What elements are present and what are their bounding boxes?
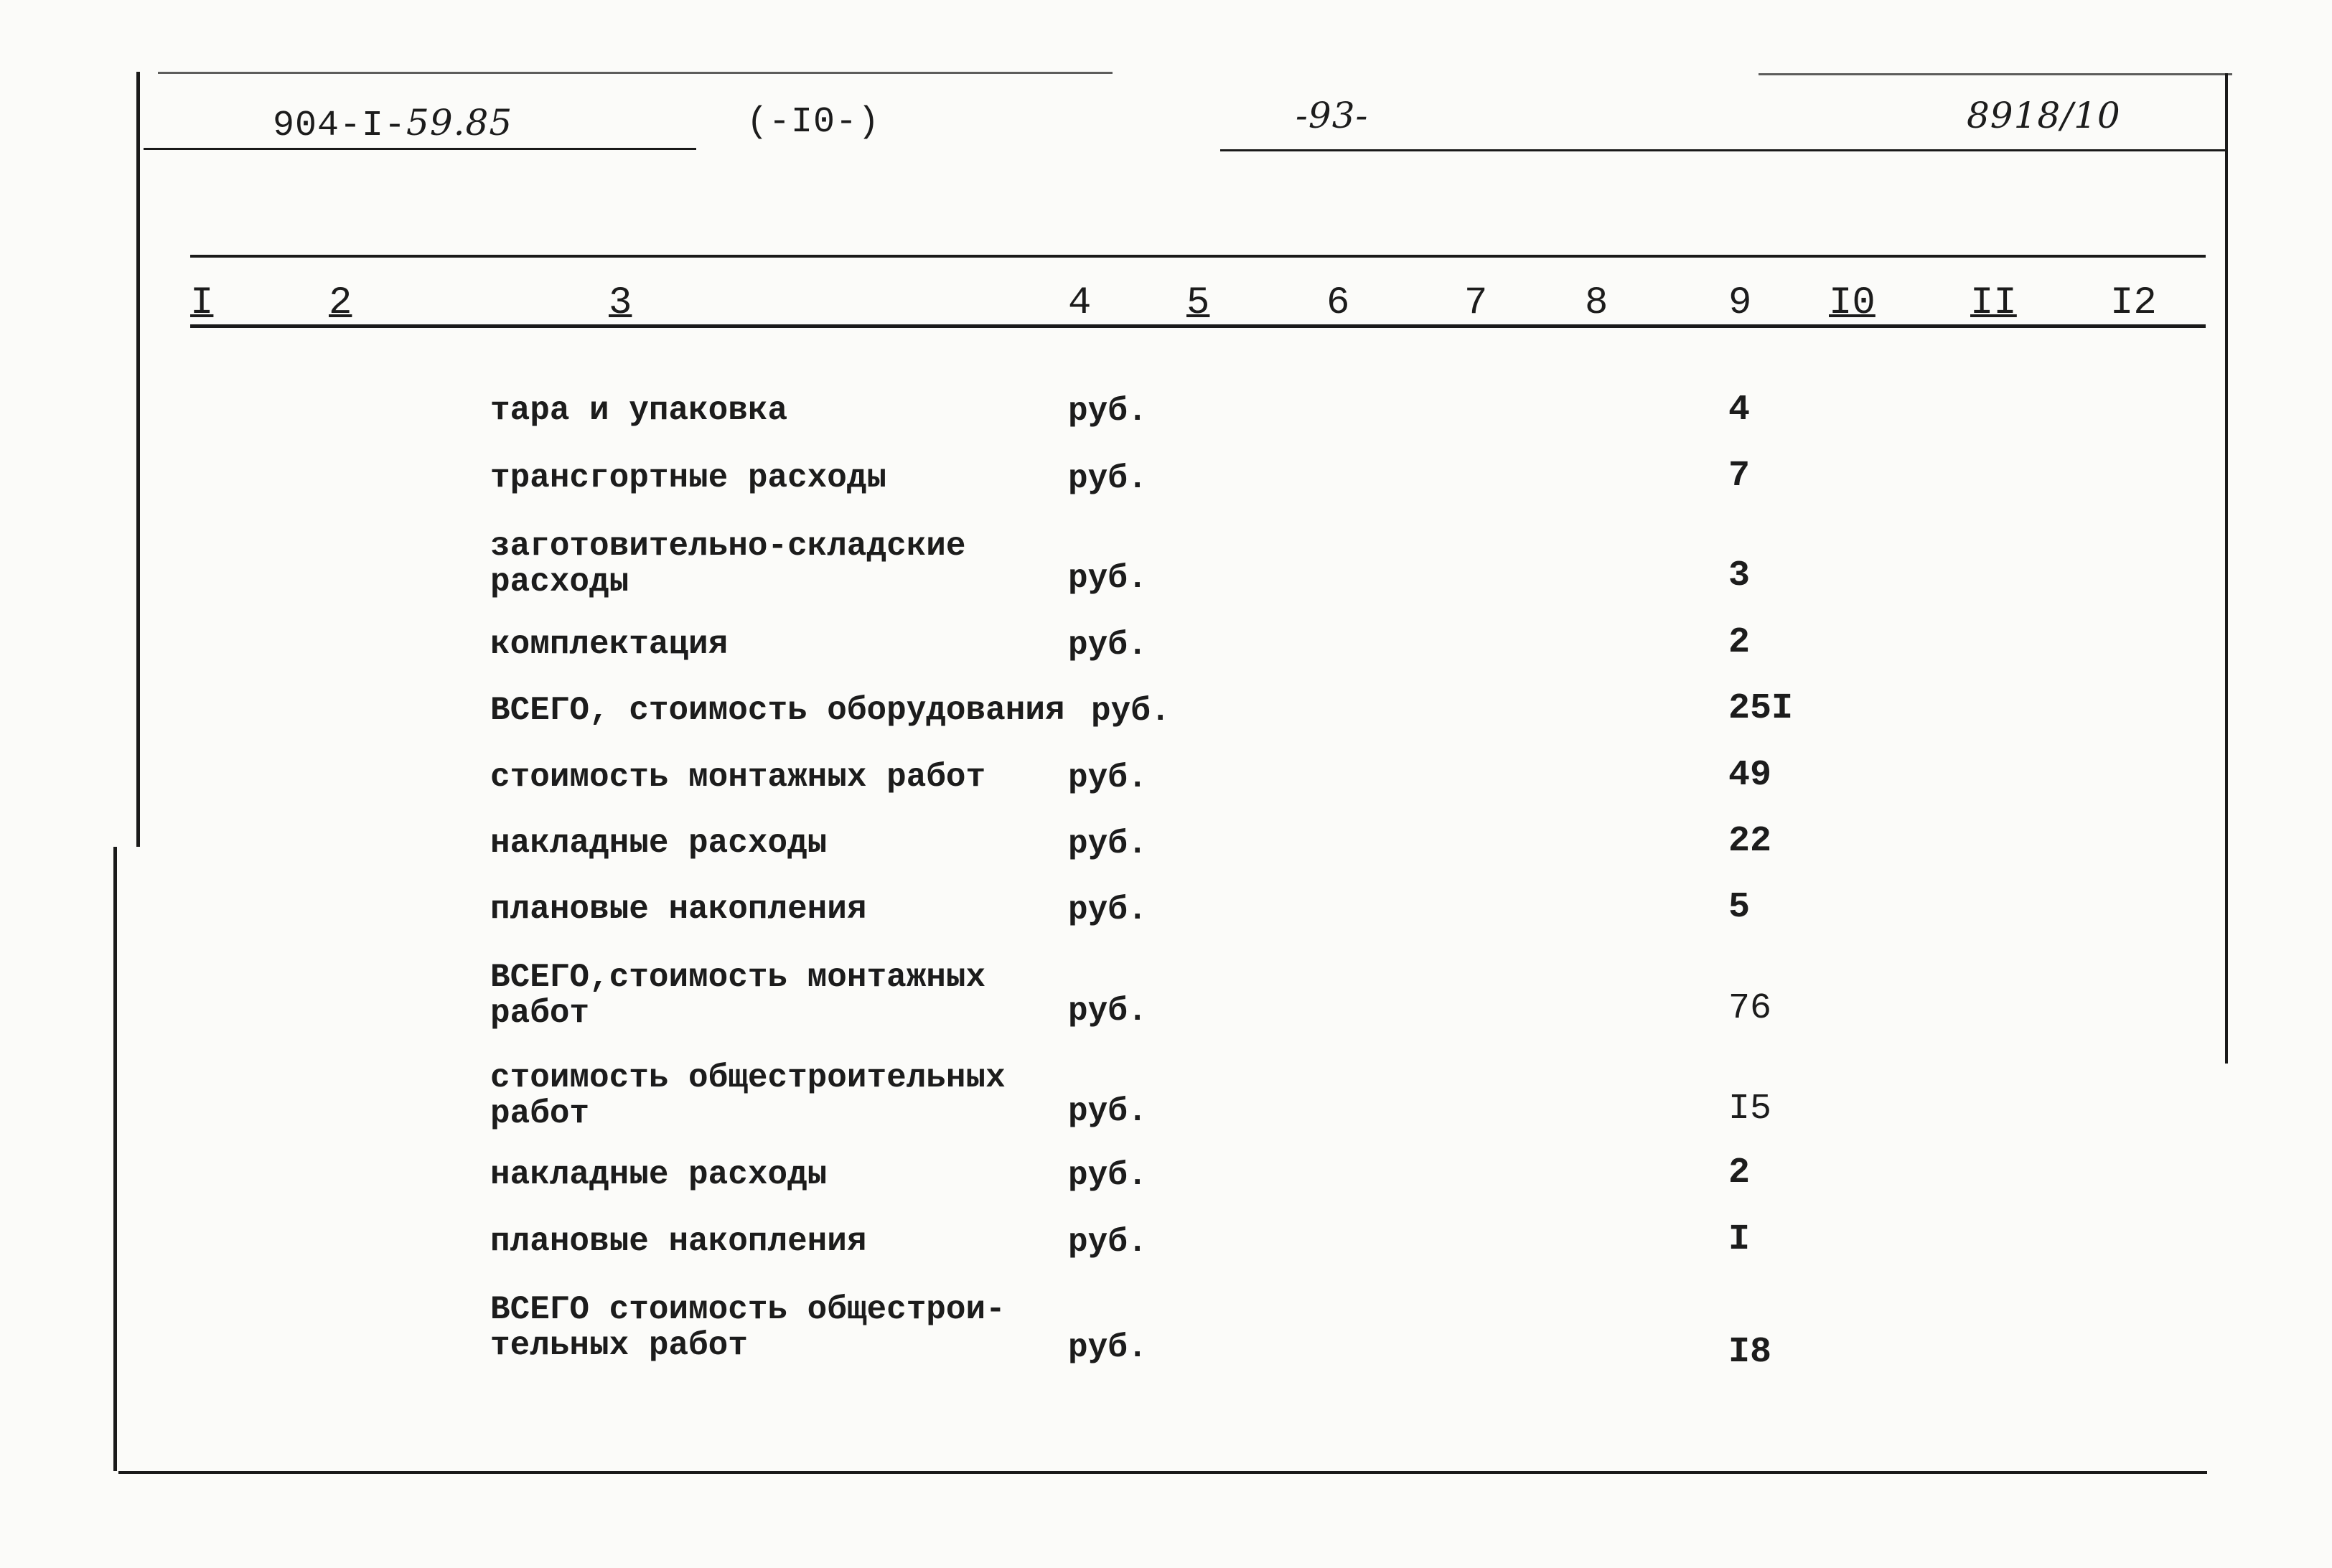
row-unit: руб. bbox=[1068, 825, 1148, 863]
row-description: комплектация bbox=[490, 626, 729, 663]
table-bottom-line bbox=[118, 1471, 2207, 1474]
row-unit: руб. bbox=[1068, 1157, 1148, 1194]
column-number-7: 7 bbox=[1464, 281, 1488, 325]
row-value: 5 bbox=[1728, 887, 1751, 928]
row-unit: руб. bbox=[1068, 891, 1148, 929]
row-description: тара и упаковка bbox=[490, 392, 788, 429]
row-value: 25I bbox=[1728, 688, 1794, 729]
row-unit: руб. bbox=[1068, 992, 1148, 1030]
column-number-10: I0 bbox=[1829, 281, 1876, 325]
frame-right-border bbox=[2225, 73, 2228, 1064]
row-description: трансгортные расходы bbox=[490, 459, 887, 497]
row-unit: руб. bbox=[1068, 759, 1148, 797]
row-description: заготовительно-складские расходы bbox=[490, 527, 966, 601]
row-description: стоимость монтажных работ bbox=[490, 759, 986, 796]
row-description: ВСЕГО,стоимость монтажных работ bbox=[490, 959, 986, 1032]
row-value: 2 bbox=[1728, 622, 1751, 663]
column-number-11: II bbox=[1970, 281, 2017, 325]
row-description: ВСЕГО, стоимость оборудования bbox=[490, 692, 1065, 729]
column-number-8: 8 bbox=[1585, 281, 1608, 325]
row-unit: руб. bbox=[1091, 693, 1171, 730]
row-description: плановые накопления bbox=[490, 1223, 867, 1260]
row-description: плановые накопления bbox=[490, 891, 867, 928]
column-number-9: 9 bbox=[1728, 281, 1752, 325]
row-value: 22 bbox=[1728, 821, 1772, 862]
row-unit: руб. bbox=[1068, 1224, 1148, 1261]
section-number: (-I0-) bbox=[746, 102, 881, 143]
column-number-4: 4 bbox=[1068, 281, 1092, 325]
frame-left-border-lower bbox=[113, 847, 117, 1471]
doc-code-prefix: 904-I- bbox=[273, 105, 407, 146]
doc-code bbox=[273, 102, 512, 146]
frame-top-line-right bbox=[1759, 73, 2232, 75]
row-unit: руб. bbox=[1068, 1093, 1148, 1130]
column-number-12: I2 bbox=[2110, 281, 2157, 325]
frame-top-line-left bbox=[158, 72, 1113, 74]
row-description: ВСЕГО стоимость общестрои- тельных работ bbox=[490, 1291, 1006, 1364]
row-unit: руб. bbox=[1068, 1329, 1148, 1366]
row-value: 2 bbox=[1728, 1152, 1751, 1193]
row-description: накладные расходы bbox=[490, 825, 828, 862]
row-unit: руб. bbox=[1068, 560, 1148, 597]
row-unit: руб. bbox=[1068, 626, 1148, 664]
row-value: 7 bbox=[1728, 456, 1751, 497]
column-number-5: 5 bbox=[1186, 281, 1210, 325]
row-value: I bbox=[1728, 1219, 1751, 1260]
row-description: накладные расходы bbox=[490, 1156, 828, 1193]
row-value: I5 bbox=[1728, 1089, 1772, 1130]
frame-left-border bbox=[136, 72, 140, 847]
sheet-reference: 8918/10 bbox=[1967, 95, 2121, 136]
row-value: 4 bbox=[1728, 390, 1751, 431]
header-underline-left bbox=[144, 148, 696, 150]
row-value: 76 bbox=[1728, 988, 1772, 1029]
column-number-6: 6 bbox=[1326, 281, 1350, 325]
column-number-1: I bbox=[190, 281, 214, 325]
row-value: I8 bbox=[1728, 1332, 1772, 1373]
header-underline-right bbox=[1220, 149, 2225, 151]
doc-code-handwritten: 59.85 bbox=[406, 102, 513, 144]
row-unit: руб. bbox=[1068, 393, 1148, 430]
table-top-line bbox=[190, 255, 2206, 258]
column-number-2: 2 bbox=[329, 281, 352, 325]
page-number: -93- bbox=[1296, 95, 1369, 136]
row-description: стоимость общестроительных работ bbox=[490, 1059, 1006, 1132]
row-value: 3 bbox=[1728, 555, 1751, 596]
row-value: 49 bbox=[1728, 755, 1772, 796]
row-unit: руб. bbox=[1068, 460, 1148, 497]
column-number-3: 3 bbox=[609, 281, 632, 325]
